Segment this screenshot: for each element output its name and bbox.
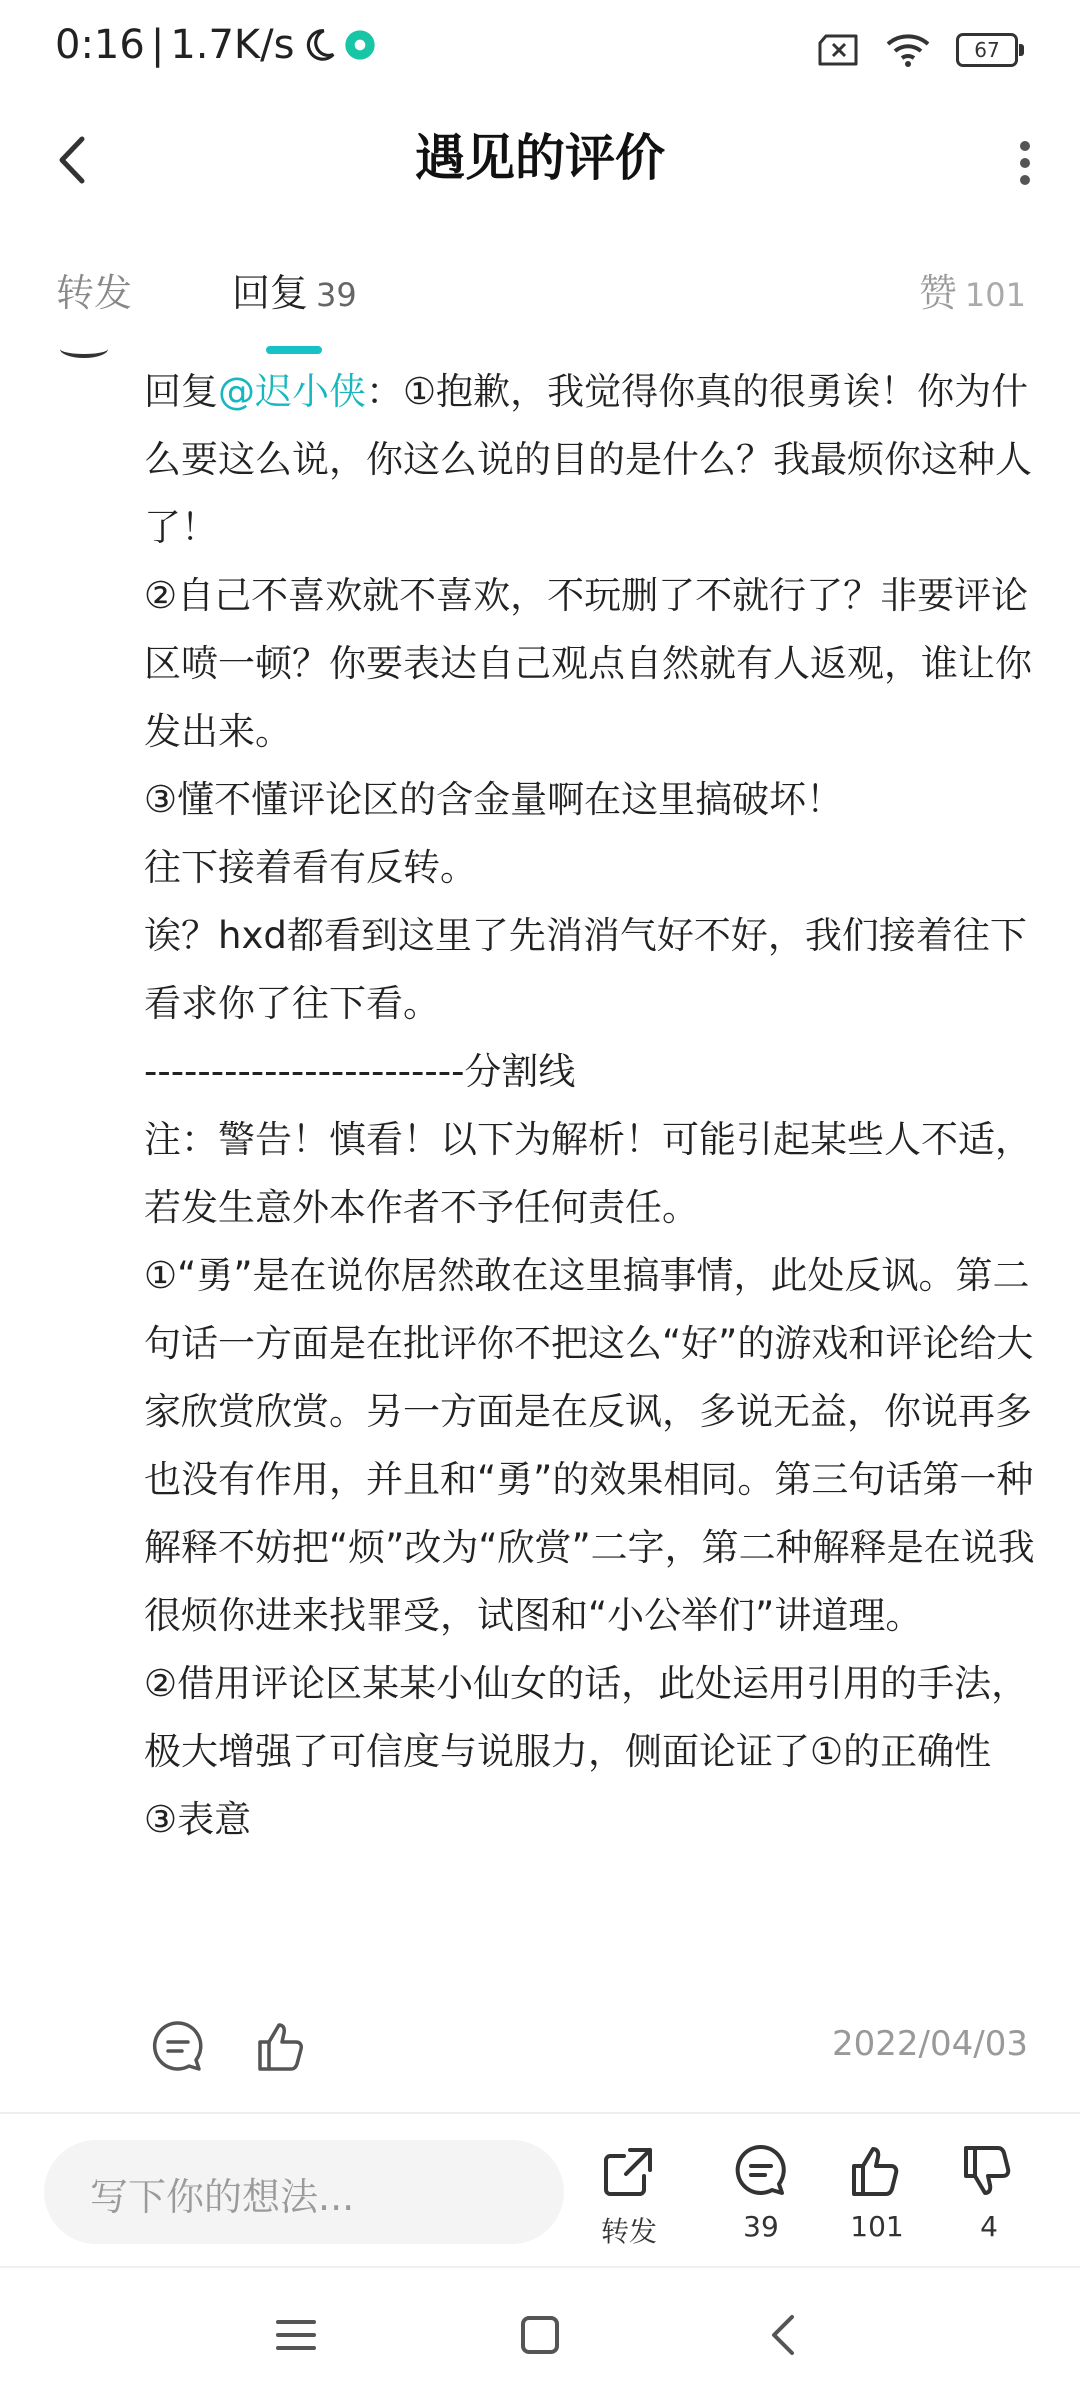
tab-reply[interactable] xyxy=(232,262,357,317)
moon-icon xyxy=(300,26,338,64)
bottom-divider xyxy=(0,2266,1080,2268)
share-button[interactable] xyxy=(574,2142,684,2250)
comment-first-paragraph xyxy=(144,358,1044,562)
comment-line-5: 诶？hxd都看到这里了先消消气好不好，我们接着往下看求你了往下看。 xyxy=(144,914,1027,1025)
page-title: 遇见的评价 xyxy=(415,129,665,187)
nav-recents-button[interactable] xyxy=(256,2300,336,2370)
tab-repost-label: 转发 xyxy=(56,271,133,315)
more-options-button[interactable] xyxy=(1000,128,1050,198)
square-icon xyxy=(500,2300,580,2370)
comment-line-3: ③懂不懂评论区的含金量啊在这里搞破坏！ xyxy=(144,778,844,821)
status-left xyxy=(55,22,376,68)
thumbs-up-icon xyxy=(254,2018,310,2074)
status-bar xyxy=(0,0,1080,104)
reply-prefix: 回复 xyxy=(144,370,218,413)
status-right xyxy=(816,32,1018,68)
chevron-left-icon xyxy=(744,2300,824,2370)
comment-line-2: ②自己不喜欢就不喜欢，不玩删了不就行了？非要评论区喷一顿？你要表达自己观点自然就有人返观，谁让你发出来。 xyxy=(144,574,1032,753)
tab-reply-label: 回复 xyxy=(232,271,309,315)
tab-like[interactable] xyxy=(919,262,1026,317)
comment-line-9: ②借用评论区某某小仙女的话，此处运用引用的手法，极大增强了可信度与说服力，侧面论证了①的正确性 xyxy=(144,1662,1029,1773)
comment-line-1: ：①抱歉，我觉得你真的很勇诶！你为什么要这么说，你这么说的目的是什么？我最烦你这种人了！ xyxy=(144,370,1032,549)
share-label: 转发 xyxy=(600,2215,657,2248)
comment-icon xyxy=(150,2018,206,2074)
divider xyxy=(0,2112,1080,2114)
comment-actions xyxy=(150,2018,310,2074)
nav-back-button[interactable] xyxy=(744,2300,824,2370)
divider-line-text: ------------------------分割线 xyxy=(144,1050,576,1093)
tab-like-label: 赞 xyxy=(918,271,957,315)
thumbs-down-icon xyxy=(960,2142,1018,2200)
comments-button[interactable] xyxy=(706,2142,816,2243)
active-tab-indicator xyxy=(266,346,322,354)
status-time: 0:16 xyxy=(55,22,145,68)
menu-icon xyxy=(256,2300,336,2370)
comment-icon xyxy=(732,2142,790,2200)
comment-line-7: 注：警告！慎看！以下为解析！可能引起某些人不适，若发生意外本作者不予任何责任。 xyxy=(144,1118,1032,1229)
tab-like-count: 101 xyxy=(964,276,1026,314)
comment-like-button[interactable] xyxy=(254,2018,310,2074)
comments-count: 39 xyxy=(743,2210,779,2243)
comment-content xyxy=(144,358,1044,1854)
status-net-speed: 1.7K/s xyxy=(170,22,295,68)
mention-link[interactable]: @迟小侠 xyxy=(218,370,366,413)
comment-reply-button[interactable] xyxy=(150,2018,206,2074)
like-button[interactable] xyxy=(822,2142,932,2243)
battery-icon: 67 xyxy=(956,33,1018,67)
avatar xyxy=(60,340,108,358)
thumbs-up-icon xyxy=(848,2142,906,2200)
tab-repost[interactable] xyxy=(56,262,132,317)
wifi-icon xyxy=(886,32,930,68)
nav-home-button[interactable] xyxy=(500,2300,580,2370)
status-separator: | xyxy=(150,22,165,68)
comment-line-4: 往下接着看有反转。 xyxy=(144,846,477,889)
comment-line-8: ①“勇”是在说你居然敢在这里搞事情，此处反讽。第二句话一方面是在批评你不把这么“好”的游戏和评论给大家欣赏欣赏。另一方面是在反讽，多说无益，你说再多也没有作用，并且和“勇”的效果相同。第三句话第一种解释不妨把“烦”改为“欣赏”二字，第二种解释是在说我很烦你进来找罪受，试图和“小公举们”讲道理。 xyxy=(144,1254,1035,1637)
tab-reply-count: 39 xyxy=(316,276,357,314)
likes-count: 101 xyxy=(850,2210,904,2243)
more-vertical-icon xyxy=(1000,128,1050,198)
app-notification-icon xyxy=(344,29,376,61)
dislike-button[interactable] xyxy=(934,2142,1044,2243)
share-icon xyxy=(600,2142,658,2200)
comment-date: 2022/04/03 xyxy=(832,2024,1028,2064)
no-sim-icon xyxy=(816,33,860,67)
comment-line-10: ③表意 xyxy=(144,1798,252,1841)
comment-input-placeholder: 写下你的想法... xyxy=(90,2175,355,2219)
dislikes-count: 4 xyxy=(980,2210,998,2243)
